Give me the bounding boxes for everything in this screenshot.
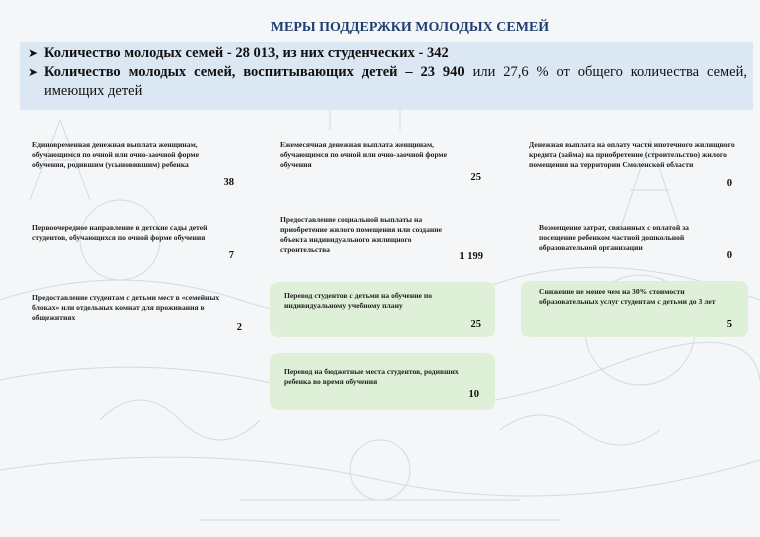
summary-panel [20, 42, 753, 110]
card-text: Перевод студентов с детьми на обучение по индивидуальному учебному плану [284, 291, 433, 310]
card-text: Ежемесячная денежная выплата женщинам, обучающимся по очной или очно-заочной форме обучения [280, 140, 448, 169]
card-value: 10 [468, 389, 479, 400]
card-value: 0 [726, 250, 732, 261]
card-value: 1 199 [459, 251, 483, 262]
support-card-housing-social-payment [272, 209, 497, 266]
support-card-dormitory-family-blocks [24, 282, 250, 338]
card-text: Предоставление студентам с детьми мест в «семейных блоках» или отдельных комнат для проживания в общежитиях [32, 293, 220, 322]
card-text: Единовременная денежная выплата женщинам, обучающимся по очной или очно-заочной форме обучения, родившим (усыновившим) ребенка [32, 140, 200, 169]
support-card-mortgage-payment [521, 134, 748, 194]
card-value: 5 [726, 319, 732, 330]
arrow-bullet-icon: ➤ [28, 46, 39, 60]
page-title: МЕРЫ ПОДДЕРЖКИ МОЛОДЫХ СЕМЕЙ [270, 20, 550, 35]
card-text: Первоочередное направление в детские сады детей студентов, обучающихся по очной форме обучения [32, 223, 208, 242]
card-value: 25 [470, 319, 481, 330]
card-value: 2 [236, 322, 242, 333]
support-card-kindergarten-priority [24, 209, 250, 266]
summary-line-1-text: Количество молодых семей - 28 013, из них студенческих - 342 [44, 45, 449, 61]
card-text: Перевод на бюджетные места студентов, родивших ребенка во время обучения [284, 367, 459, 386]
support-card-private-kindergarten-compensation [521, 209, 748, 266]
support-card-individual-study-plan [270, 282, 495, 337]
arrow-bullet-icon: ➤ [28, 65, 39, 79]
card-text: Возмещение затрат, связанных с оплатой за посещение ребенком частной дошкольной образовательной организации [539, 223, 689, 252]
card-text: Предоставление социальной выплаты на приобретение жилого помещения или создание объекта индивидуального жилищного строительства [280, 215, 443, 254]
card-value: 38 [223, 177, 234, 188]
card-value: 0 [726, 178, 732, 189]
support-card-lump-sum-payment [24, 134, 250, 194]
support-card-budget-places-transfer [270, 353, 495, 410]
summary-line-1 [28, 44, 747, 63]
card-text: Денежная выплата на оплату части ипотечного жилищного кредита (займа) на приобретение (строительство) жилого помещения на территории Смоленской области [529, 140, 735, 169]
summary-line-2-rest: или 27,6 % от общего количества семей, имеющих детей [44, 64, 748, 99]
summary-line-2 [28, 63, 747, 101]
card-value: 7 [228, 250, 234, 261]
card-text: Снижение не менее чем на 30% стоимости образовательных услуг студентам с детьми до 3 лет [539, 287, 716, 306]
support-card-tuition-discount [521, 281, 748, 337]
summary-line-2-bold: Количество молодых семей, воспитывающих детей – 23 940 [44, 64, 465, 80]
support-card-monthly-payment [272, 134, 497, 188]
card-value: 25 [470, 172, 481, 183]
